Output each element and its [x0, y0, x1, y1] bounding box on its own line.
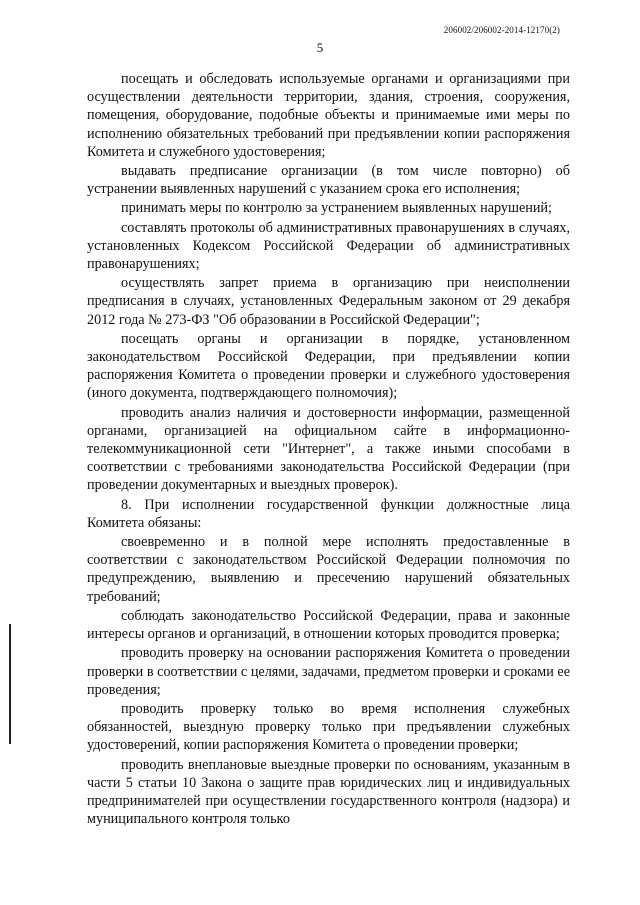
- paragraph-duties-comply: соблюдать законодательство Российской Федерации, права и законные интересы органов и организаций, в отношении которых проводится проверка;: [87, 607, 570, 643]
- paragraph-control-measures: принимать меры по контролю за устранением выявленных нарушений;: [121, 200, 552, 217]
- paragraph-analysis: проводить анализ наличия и достоверности информации, размещенной органами, организацией на официальном сайте в информационно-телекоммуникационной сети "Интернет", а также иными способами в соответствии с требованиями законодательства Российской Федерации (при проведении документарных и выездных проверок).: [87, 404, 570, 494]
- margin-mark: [9, 624, 11, 744]
- paragraph-visit-inspect: посещать и обследовать используемые органами и организациями при осуществлении деятельности территории, здания, строения, сооружения, помещения, оборудование, подобные объекты и принимаемые ими меры по исполнению обязательных требований при предъявлении копии распоряжения Комитета и служебного удостоверения;: [87, 71, 570, 160]
- paragraph-protocols: составлять протоколы об административных правонарушениях в случаях, установленных Кодексом Российской Федерации об административных правонарушениях;: [87, 219, 570, 273]
- paragraph-duties-timely: своевременно и в полной мере исполнять предоставленные в соответствии с законодательством Российской Федерации полномочия по предупреждению, выявлению и пресечению нарушений обязательных требований;: [87, 534, 570, 605]
- paragraph-admission-ban: осуществлять запрет приема в организацию при неисполнении предписания в случаях, установленных Федеральным законом от 29 декабря 2012 года № 273-ФЗ "Об образовании в Российской Федерации";: [87, 275, 570, 328]
- paragraph-duties-basis: проводить проверку на основании распоряжения Комитета о проведении проверки в соответствии с целями, задачами, предметом проверки и сроками ее проведения;: [87, 645, 570, 698]
- paragraph-issue-order: выдавать предписание организации (в том числе повторно) об устранении выявленных нарушений с указанием срока его исполнения;: [87, 163, 570, 198]
- paragraph-duties-service: проводить проверку только во время исполнения служебных обязанностей, выездную проверку только при предъявлении служебных удостоверений, копии распоряжения Комитета о проведении проверки;: [87, 700, 570, 754]
- paragraph-duties-unscheduled: проводить внеплановые выездные проверки по основаниям, указанным в части 5 статьи 10 Закона о защите прав юридических лиц и индивидуальных предпринимателей при осуществлении государственного контроля (надзора) и муниципального контроля только: [87, 756, 570, 828]
- page-number: 5: [316, 40, 324, 55]
- paragraph-section-8: 8. При исполнении государственной функции должностные лица Комитета обязаны:: [87, 496, 570, 531]
- paragraph-visit-bodies: посещать органы и организации в порядке, установленном законодательством Российской Федерации, при предъявлении копии распоряжения Комитета о проведении проверки и служебного удостоверения (иного документа, подтверждающего полномочия);: [87, 330, 570, 402]
- document-body: [87, 70, 570, 828]
- document-number: 206002/206002-2014-12170(2): [443, 25, 560, 35]
